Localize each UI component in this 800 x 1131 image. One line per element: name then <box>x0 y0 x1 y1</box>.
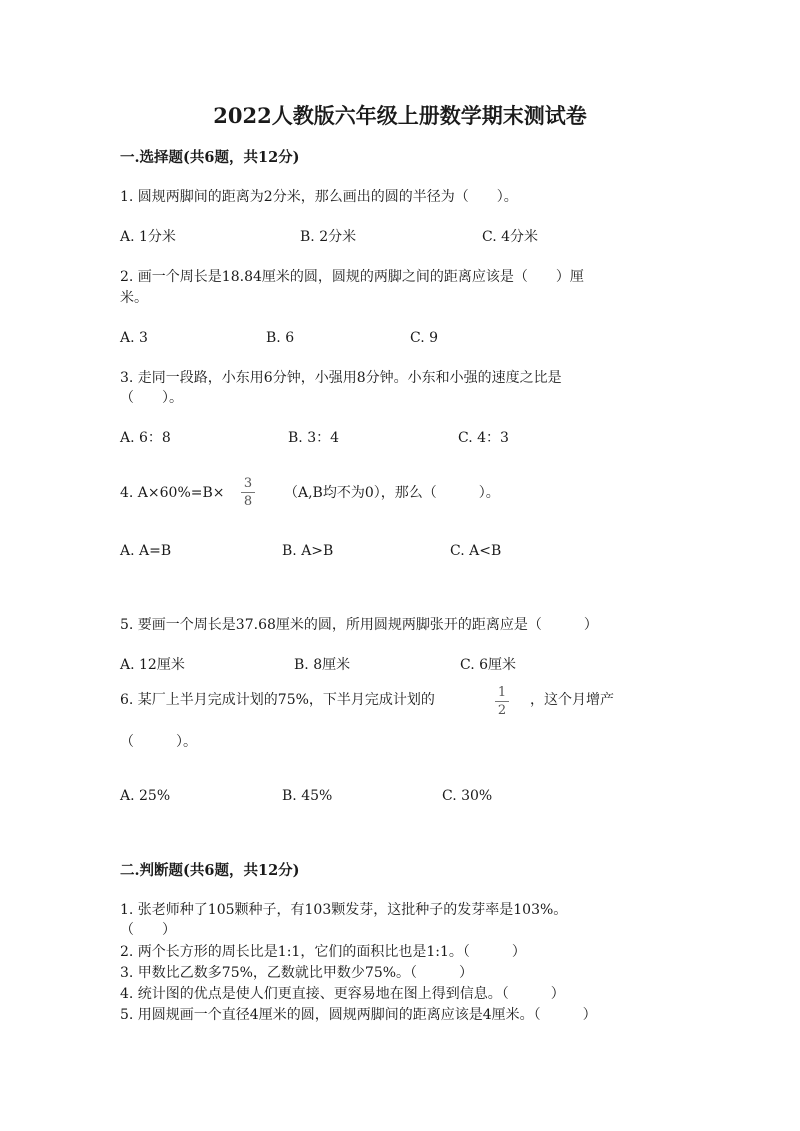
page-title: 2022人教版六年级上册数学期末测试卷 <box>213 103 587 128</box>
question-3-line1: 3. 走同一段路，小东用6分钟，小强用8分钟。小东和小强的速度之比是 <box>120 370 562 386</box>
q4-option-c: C. A<B <box>450 543 502 559</box>
q1-option-b: B. 2分米 <box>300 229 357 245</box>
judgement-1-line2: （ ） <box>120 922 176 938</box>
q2-option-c: C. 9 <box>410 330 439 346</box>
q3-option-c: C. 4：3 <box>458 430 509 446</box>
question-5: 5. 要画一个周长是37.68厘米的圆，所用圆规两脚张开的距离应是（ ） <box>120 617 598 633</box>
section-heading-choice: 一.选择题(共6题，共12分) <box>120 149 300 166</box>
q4-option-b: B. A>B <box>282 543 334 559</box>
judgement-4: 4. 统计图的优点是使人们更直接、更容易地在图上得到信息。（ ） <box>120 986 565 1002</box>
q6-fraction-numerator: 1 <box>497 685 507 700</box>
q4-fraction-numerator: 3 <box>243 476 253 491</box>
fraction-bar <box>495 701 509 702</box>
q6-option-c: C. 30% <box>442 788 493 804</box>
q1-option-a: A. 1分米 <box>120 229 176 245</box>
judgement-3: 3. 甲数比乙数多75%，乙数就比甲数少75%。（ ） <box>120 965 474 981</box>
q3-option-a: A. 6：8 <box>120 430 171 446</box>
q5-option-a: A. 12厘米 <box>120 657 185 673</box>
fraction-bar <box>241 492 255 493</box>
question-6-suffix: ，这个月增产 <box>530 692 614 708</box>
q3-option-b: B. 3：4 <box>288 430 340 446</box>
question-6-text: 6. 某厂上半月完成计划的75%，下半月完成计划的 <box>120 692 435 708</box>
q4-fraction-denominator: 8 <box>243 494 253 509</box>
question-3-line2: （ ）。 <box>120 390 183 406</box>
q4-fraction <box>240 476 256 509</box>
judgement-5: 5. 用圆规画一个直径4厘米的圆，圆规两脚间的距离应该是4厘米。（ ） <box>120 1007 597 1023</box>
q2-option-a: A. 3 <box>120 330 148 346</box>
q2-option-b: B. 6 <box>266 330 295 346</box>
q4-option-a: A. A=B <box>120 543 172 559</box>
question-2-line1: 2. 画一个周长是18.84厘米的圆，圆规的两脚之间的距离应该是（ ）厘 <box>120 269 584 285</box>
judgement-1-line1: 1. 张老师种了105颗种子，有103颗发芽，这批种子的发芽率是103%。 <box>120 902 568 918</box>
q6-option-b: B. 45% <box>282 788 333 804</box>
q6-fraction-denominator: 2 <box>497 703 507 718</box>
q1-option-c: C. 4分米 <box>482 229 539 245</box>
q6-fraction <box>494 685 510 718</box>
question-4-text: 4. A×60%=B× <box>120 485 225 501</box>
q5-option-c: C. 6厘米 <box>460 657 517 673</box>
q6-option-a: A. 25% <box>120 788 171 804</box>
question-1: 1. 圆规两脚间的距离为2分米，那么画出的圆的半径为（ ）。 <box>120 189 518 205</box>
q5-option-b: B. 8厘米 <box>294 657 351 673</box>
section-heading-judgement: 二.判断题(共6题，共12分) <box>120 862 300 879</box>
question-6-line2: （ ）。 <box>120 734 197 750</box>
judgement-2: 2. 两个长方形的周长比是1:1，它们的面积比也是1:1。（ ） <box>120 944 526 960</box>
question-2-line2: 米。 <box>120 290 148 306</box>
question-4-suffix: （A,B均不为0），那么（ ）。 <box>284 485 500 501</box>
